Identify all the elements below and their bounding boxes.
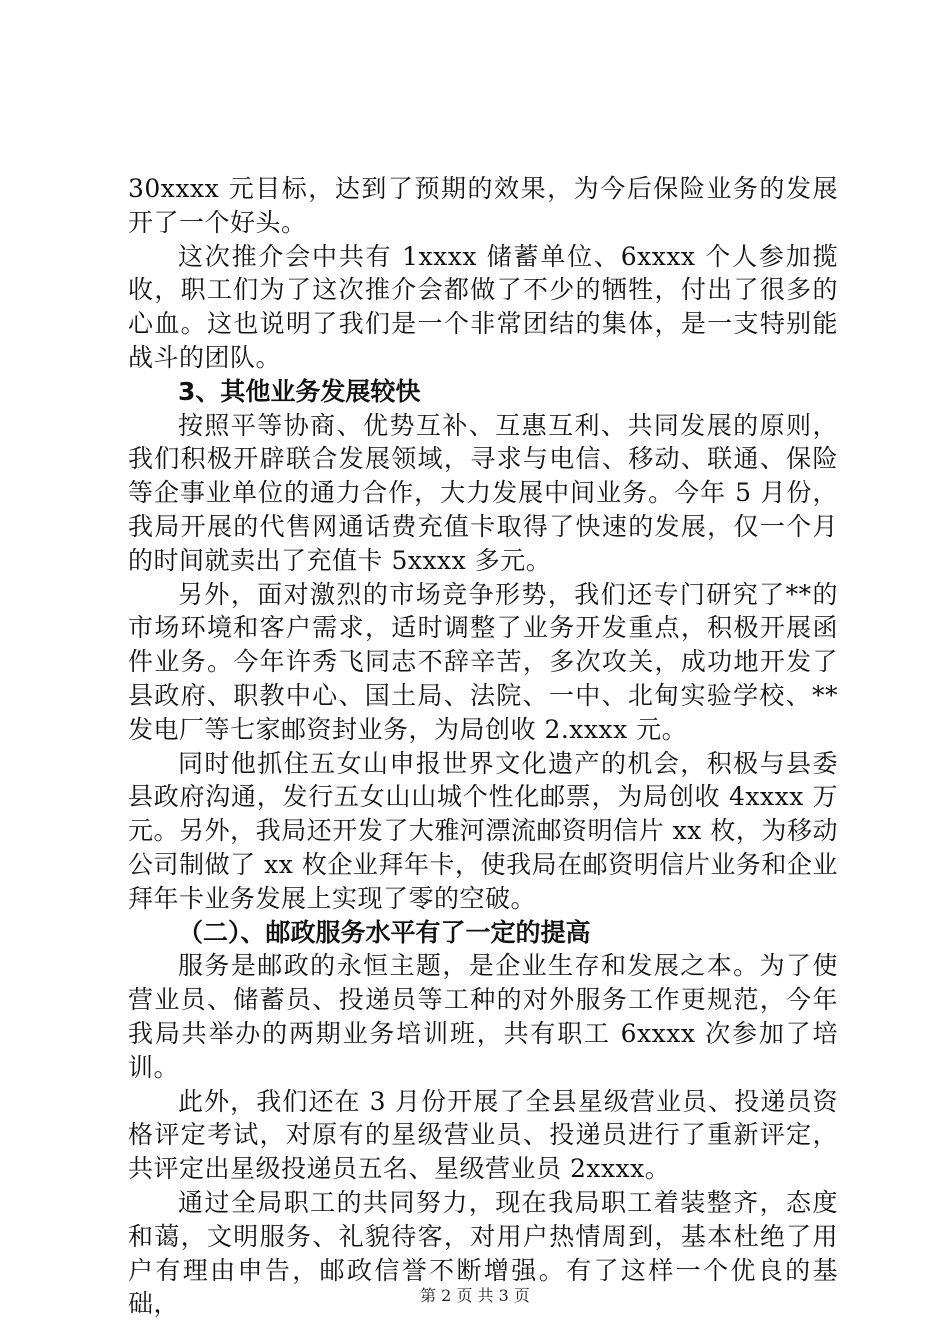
section-heading-3: 3、其他业务发展较快 [178, 376, 421, 406]
page-footer: 第 2 页 共 3 页 [420, 1286, 530, 1305]
paragraph-10: 通过全局职工的共同努力，现在我局职工着装整齐，态度和蔼，文明服务、礼貌待客，对用户热情周到，基本杜绝了用户有理由申告，邮政信誉不断增强。有了这样一个优良的基础， [128, 1187, 838, 1319]
document-body [128, 172, 838, 1321]
section-heading-er: （二）、邮政服务水平有了一定的提高 [178, 917, 591, 947]
paragraph-1: 30xxxx 元目标，达到了预期的效果，为今后保险业务的发展开了一个好头。 [128, 174, 838, 237]
paragraph-8: 服务是邮政的永恒主题，是企业生存和发展之本。为了使营业员、储蓄员、投递员等工种的对外服务工作更规范，今年我局共举办的两期业务培训班，共有职工 6xxxx 次参加了培训。 [128, 951, 838, 1082]
paragraph-4: 按照平等协商、优势互补、互惠互利、共同发展的原则，我们积极开辟联合发展领域，寻求与电信、移动、联通、保险等企事业单位的通力合作，大力发展中间业务。今年 5 月份，我局开展的代售网通话费充值卡取得了快速的发展，仅一个月的时间就卖出了充值卡 5xxxx 多元。 [128, 410, 838, 575]
paragraph-6: 同时他抓住五女山申报世界文化遗产的机会，积极与县委县政府沟通，发行五女山山城个性化邮票，为局创收 4xxxx 万元。另外，我局还开发了大雅河漂流邮资明信片 xx 枚，为移动公司制做了 xx 枚企业拜年卡，使我局在邮资明信片业务和企业拜年卡业务发展上实现了零的空破。 [128, 748, 838, 913]
paragraph-5: 另外，面对激烈的市场竞争形势，我们还专门研究了**的市场环境和客户需求，适时调整了业务开发重点，积极开展函件业务。今年许秀飞同志不辞辛苦，多次攻关，成功地开发了县政府、职教中心、国土局、法院、一中、北甸实验学校、**发电厂等七家邮资封业务，为局创收 2.xxxx 元。 [128, 579, 838, 744]
paragraph-2: 这次推介会中共有 1xxxx 储蓄单位、6xxxx 个人参加揽收，职工们为了这次推介会都做了不少的牺牲，付出了很多的心血。这也说明了我们是一个非常团结的集体，是一支特别能战斗的团队。 [128, 241, 838, 372]
paragraph-9: 此外，我们还在 3 月份开展了全县星级营业员、投递员资格评定考试，对原有的星级营业员、投递员进行了重新评定，共评定出星级投递员五名、星级营业员 2xxxx。 [128, 1086, 838, 1184]
